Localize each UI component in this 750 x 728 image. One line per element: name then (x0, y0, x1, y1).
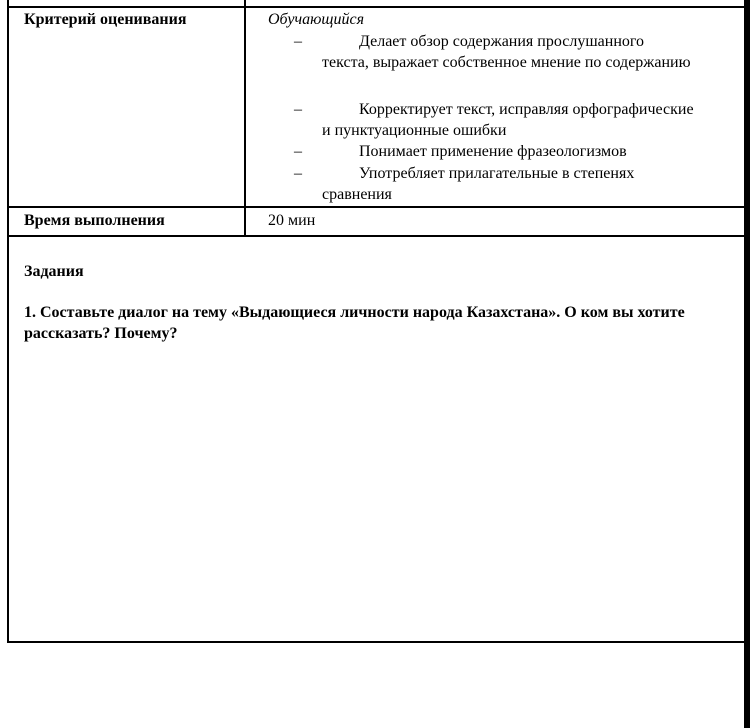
criterion-dash: – (294, 143, 302, 160)
table-top-rule (7, 6, 746, 8)
task-item: 1. Составьте диалог на тему «Выдающиеся личности народа Казахстана». О ком вы хотите рассказать? Почему? (24, 304, 685, 342)
criterion-item (294, 100, 694, 141)
criterion-item (294, 32, 694, 73)
table-column-divider (244, 0, 246, 237)
criterion-dash: – (294, 33, 302, 50)
criterion-text: Корректирует текст, исправляя орфографические и пунктуационные ошибки (322, 101, 694, 139)
criterion-text: Употребляет прилагательные в степенях сравнения (322, 165, 635, 203)
criterion-item (294, 142, 694, 163)
scan-edge (744, 0, 750, 728)
criterion-item (294, 164, 694, 205)
table-bottom-rule (7, 235, 746, 237)
criterion-text: Делает обзор содержания прослушанного текста, выражает собственное мнение по содержанию (322, 33, 691, 71)
criterion-dash: – (294, 101, 302, 118)
criterion-text: Понимает применение фразеологизмов (359, 143, 627, 160)
criteria-label: Критерий оценивания (24, 11, 187, 28)
learner-label: Обучающийся (268, 11, 365, 28)
time-value: 20 мин (268, 212, 316, 229)
criterion-dash: – (294, 165, 302, 182)
tasks-title: Задания (24, 263, 84, 280)
time-label: Время выполнения (24, 212, 165, 229)
table-row-divider (7, 206, 746, 208)
